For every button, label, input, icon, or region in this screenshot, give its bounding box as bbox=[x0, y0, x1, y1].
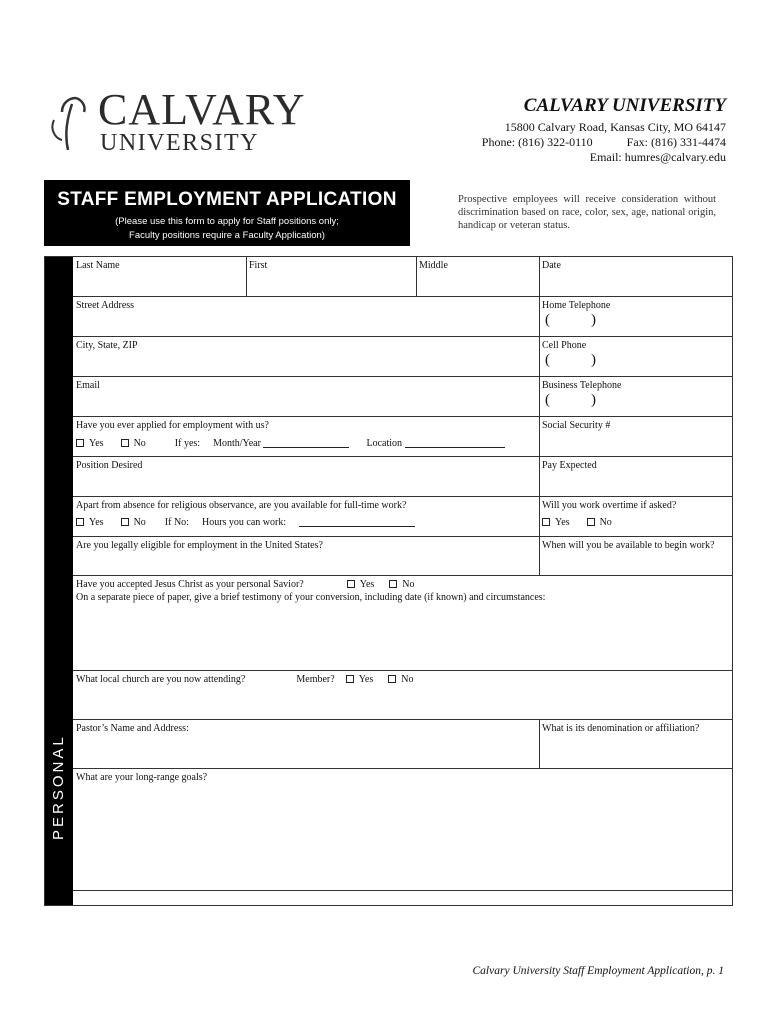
no-label: No bbox=[402, 579, 415, 590]
if-no-label: If No: bbox=[164, 517, 189, 528]
area-code-open: ( bbox=[545, 352, 550, 368]
row-divider bbox=[73, 416, 733, 417]
no-checkbox[interactable] bbox=[587, 518, 595, 526]
org-info bbox=[482, 94, 726, 165]
testimony-instructions: On a separate piece of paper, give a brief testimony of your conversion, including date (if known) and circumstances: bbox=[76, 592, 546, 603]
row-divider bbox=[73, 336, 733, 337]
title-subtitle-1: (Please use this form to apply for Staff positions only; bbox=[115, 216, 339, 227]
org-phone: Phone: (816) 322-0110 bbox=[481, 135, 593, 149]
no-label: No bbox=[133, 517, 146, 528]
hours-field[interactable] bbox=[299, 517, 415, 527]
cell-phone-label: Cell Phone bbox=[542, 340, 587, 351]
overtime-options bbox=[539, 515, 615, 531]
no-label: No bbox=[599, 517, 612, 528]
savior-question: Have you accepted Jesus Christ as your personal Savior? bbox=[76, 579, 304, 590]
overtime-question: Will you work overtime if asked? bbox=[542, 500, 677, 511]
eeo-notice: Prospective employees will receive consideration without discrimination based on race, color, sex, age, national origin, handicap or veteran status. bbox=[458, 194, 716, 231]
logo-wordmark-1: CALVARY bbox=[98, 85, 306, 134]
start-date-question: When will you be available to begin work? bbox=[542, 540, 715, 551]
first-name-label: First bbox=[249, 260, 268, 271]
yes-label: Yes bbox=[89, 438, 104, 449]
area-code-close: ) bbox=[591, 312, 596, 328]
if-yes-label: If yes: bbox=[174, 438, 201, 449]
location-label: Location bbox=[366, 438, 403, 449]
logo-wordmark-2: UNIVERSITY bbox=[100, 130, 259, 156]
row-divider bbox=[73, 575, 733, 576]
yes-label: Yes bbox=[555, 517, 570, 528]
row-divider bbox=[73, 670, 733, 671]
yes-label: Yes bbox=[359, 579, 375, 590]
section-label: PERSONAL bbox=[50, 734, 67, 840]
member-label: Member? bbox=[296, 674, 335, 685]
row-divider bbox=[73, 376, 733, 377]
org-name: CALVARY UNIVERSITY bbox=[523, 95, 726, 116]
middle-name-label: Middle bbox=[419, 260, 448, 271]
area-code-open: ( bbox=[545, 312, 550, 328]
social-security-label: Social Security # bbox=[542, 420, 611, 431]
applied-before-question: Have you ever applied for employment with us? bbox=[76, 420, 269, 431]
area-code-open: ( bbox=[545, 392, 550, 408]
calvary-logo bbox=[46, 85, 306, 158]
no-checkbox[interactable] bbox=[121, 518, 129, 526]
church-question-row bbox=[73, 672, 417, 688]
org-email: Email: humres@calvary.edu bbox=[589, 150, 726, 164]
business-telephone-label: Business Telephone bbox=[542, 380, 622, 391]
church-question: What local church are you now attending? bbox=[76, 674, 246, 685]
full-time-question: Apart from absence for religious observance, are you available for full-time work? bbox=[76, 500, 407, 511]
hours-label: Hours you can work: bbox=[201, 517, 287, 528]
area-code-close: ) bbox=[591, 352, 596, 368]
personal-form bbox=[44, 256, 733, 906]
yes-checkbox[interactable] bbox=[76, 439, 84, 447]
month-year-label: Month/Year bbox=[213, 438, 261, 449]
location-field[interactable] bbox=[405, 438, 505, 448]
city-state-zip-label: City, State, ZIP bbox=[76, 340, 138, 351]
yes-checkbox[interactable] bbox=[347, 580, 355, 588]
last-name-label: Last Name bbox=[76, 260, 120, 271]
pastor-label: Pastor’s Name and Address: bbox=[76, 723, 189, 734]
yes-checkbox[interactable] bbox=[346, 675, 354, 683]
yes-label: Yes bbox=[358, 674, 374, 685]
title-subtitle-2: Faculty positions require a Faculty Application) bbox=[129, 230, 325, 241]
title-box bbox=[44, 180, 410, 246]
row-divider bbox=[73, 719, 733, 720]
no-checkbox[interactable] bbox=[389, 580, 397, 588]
yes-label: Yes bbox=[89, 517, 104, 528]
date-label: Date bbox=[542, 260, 561, 271]
area-code-close: ) bbox=[591, 392, 596, 408]
page-title: STAFF EMPLOYMENT APPLICATION bbox=[57, 189, 397, 210]
denomination-label: What is its denomination or affiliation? bbox=[542, 723, 700, 734]
yes-checkbox[interactable] bbox=[542, 518, 550, 526]
org-address: 15800 Calvary Road, Kansas City, MO 64147 bbox=[504, 120, 726, 134]
logo-mark-icon bbox=[46, 94, 92, 152]
row-divider bbox=[73, 296, 733, 297]
page-footer: Calvary University Staff Employment Application, p. 1 bbox=[472, 965, 724, 977]
no-label: No bbox=[133, 438, 146, 449]
email-label: Email bbox=[76, 380, 100, 391]
section-sidebar bbox=[45, 257, 73, 905]
org-fax: Fax: (816) 331-4474 bbox=[626, 135, 726, 149]
no-checkbox[interactable] bbox=[121, 439, 129, 447]
long-range-goals-label: What are your long-range goals? bbox=[76, 772, 208, 783]
row-divider bbox=[73, 768, 733, 769]
month-year-field[interactable] bbox=[263, 438, 349, 448]
yes-checkbox[interactable] bbox=[76, 518, 84, 526]
eligibility-question: Are you legally eligible for employment in the United States? bbox=[76, 540, 323, 551]
applied-before-options bbox=[73, 436, 508, 452]
home-telephone-label: Home Telephone bbox=[542, 300, 611, 311]
org-phones bbox=[482, 135, 726, 150]
street-address-label: Street Address bbox=[76, 300, 135, 311]
row-divider bbox=[73, 536, 733, 537]
position-desired-label: Position Desired bbox=[76, 460, 143, 471]
no-label: No bbox=[401, 674, 414, 685]
no-checkbox[interactable] bbox=[388, 675, 396, 683]
row-divider bbox=[73, 890, 733, 891]
pay-expected-label: Pay Expected bbox=[542, 460, 597, 471]
row-divider bbox=[73, 456, 733, 457]
full-time-options bbox=[73, 515, 418, 531]
row-divider bbox=[73, 496, 733, 497]
